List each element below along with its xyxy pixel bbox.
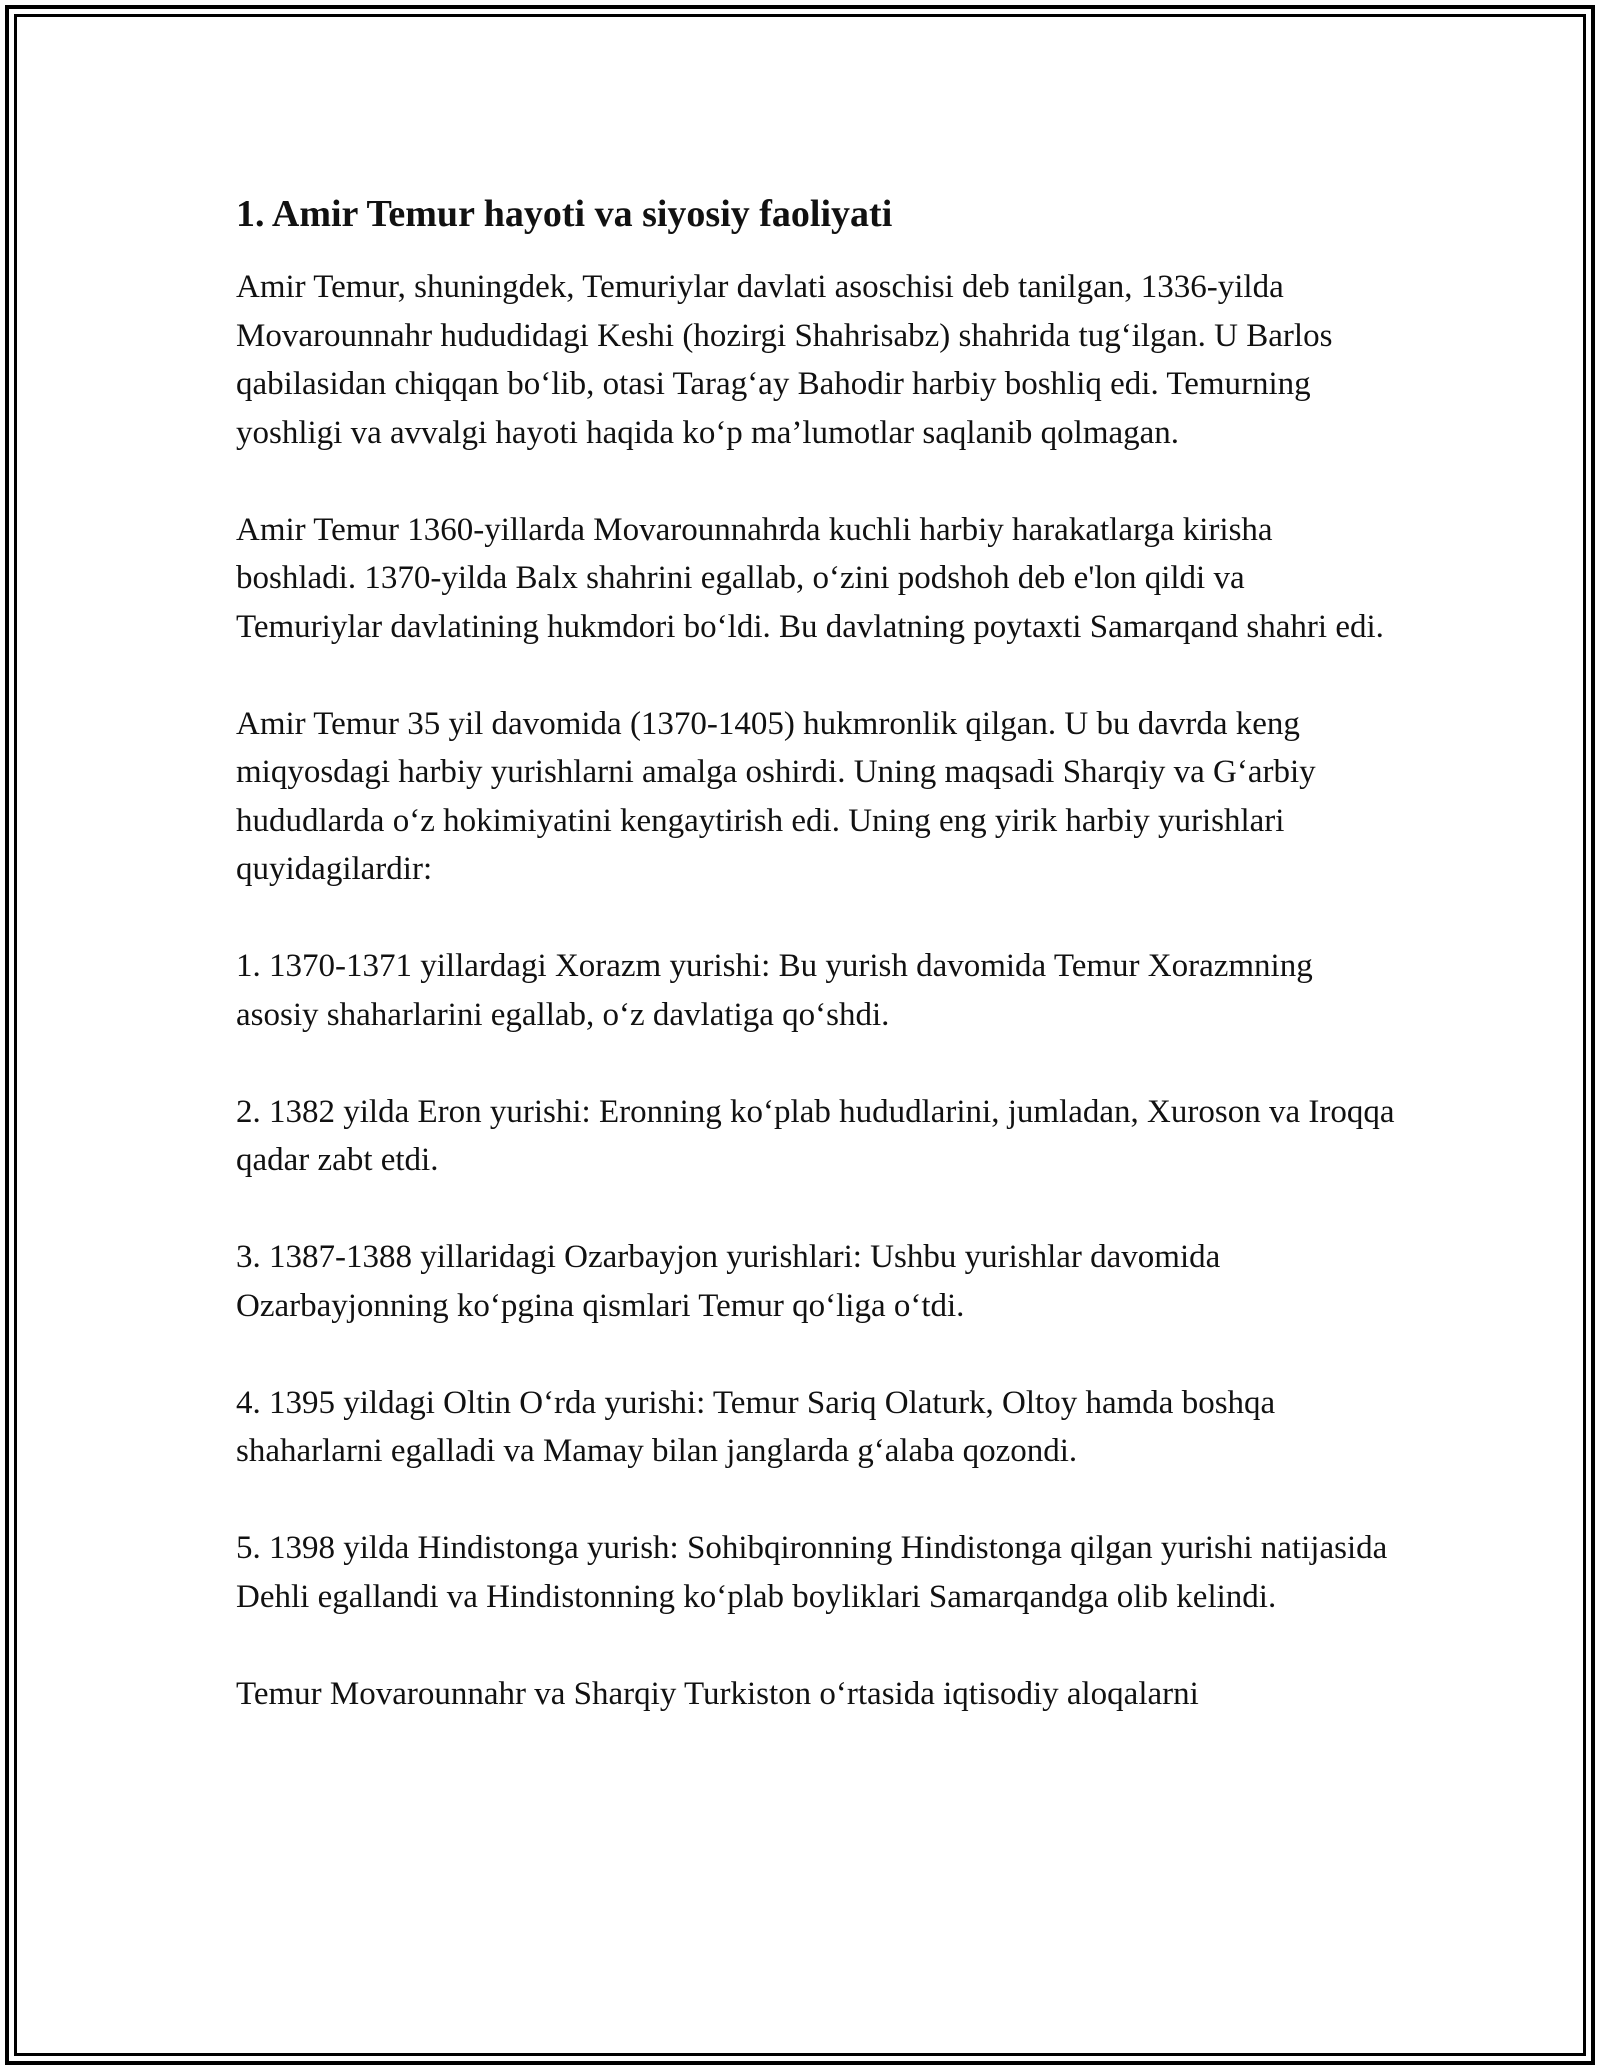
document-body	[236, 190, 1396, 1767]
list-item-azerbaijan-campaign: 3. 1387-1388 yillaridagi Ozarbayjon yurishlari: Ushbu yurishlar davomida Ozarbayjonning ko‘pgina qismlari Temur qo‘liga o‘tdi.	[236, 1239, 1221, 1324]
paragraph-reign: Amir Temur 35 yil davomida (1370-1405) hukmronlik qilgan. U bu davrda keng miqyosdagi harbiy yurishlarni amalga oshirdi. Uning maqsadi Sharqiy va G‘arbiy hududlarda o‘z hokimiyatini kengaytirish edi. Uning eng yirik harbiy yurishlari quyidagilardir:	[236, 705, 1316, 887]
paragraph-rise-to-power: Amir Temur 1360-yillarda Movarounnahrda kuchli harbiy harakatlarga kirisha boshladi. 1370-yilda Balx shahrini egallab, o‘zini podshoh deb e'lon qildi va Temuriylar davlatining hukmdori bo‘ldi. Bu davlatning poytaxti Samarqand shahri edi.	[236, 511, 1384, 645]
paragraph-biography: Amir Temur, shuningdek, Temuriylar davlati asoschisi deb tanilgan, 1336-yilda Movarounnahr hududidagi Keshi (hozirgi Shahrisabz) shahrida tug‘ilgan. U Barlos qabilasidan chiqqan bo‘lib, otasi Tarag‘ay Bahodir harbiy boshliq edi. Temurning yoshligi va avvalgi hayoti haqida ko‘p ma’lumotlar saqlanib qolmagan.	[236, 269, 1333, 451]
section-heading: 1. Amir Temur hayoti va siyosiy faoliyati	[236, 193, 893, 235]
list-item-iran-campaign: 2. 1382 yilda Eron yurishi: Eronning ko‘plab hududlarini, jumladan, Xuroson va Iroqqa qadar zabt etdi.	[236, 1093, 1395, 1178]
paragraph-economy: Temur Movarounnahr va Sharqiy Turkiston o‘rtasida iqtisodiy aloqalarni	[236, 1675, 1199, 1712]
list-item-india-campaign: 5. 1398 yilda Hindistonga yurish: Sohibqironning Hindistonga qilgan yurishi natijasida Dehli egallandi va Hindistonning ko‘plab boyliklari Samarqandga olib kelindi.	[236, 1530, 1388, 1615]
list-item-khorezm-campaign: 1. 1370-1371 yillardagi Xorazm yurishi: Bu yurish davomida Temur Xorazmning asosiy shaharlarini egallab, o‘z davlatiga qo‘shdi.	[236, 948, 1313, 1033]
list-item-golden-horde-campaign: 4. 1395 yildagi Oltin O‘rda yurishi: Temur Sariq Olaturk, Oltoy hamda boshqa shaharlarni egalladi va Mamay bilan janglarda g‘alaba qozondi.	[236, 1384, 1276, 1469]
